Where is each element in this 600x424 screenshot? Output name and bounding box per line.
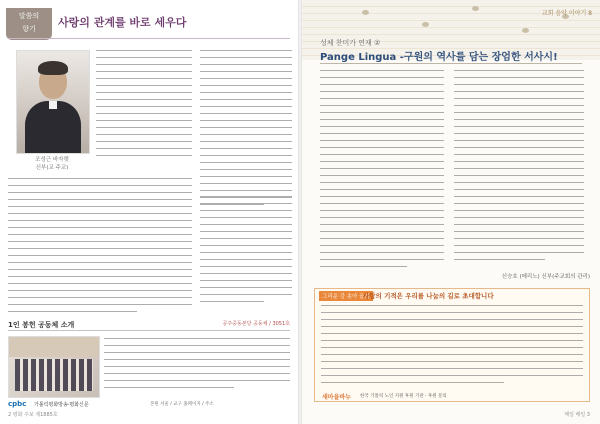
- footer-info: 본원 서울 / 교구 홈페이지 / 주소: [150, 402, 214, 407]
- donation-box-label: 그리운 강 솟아 올라: [319, 291, 373, 301]
- left-page-number: 2 평화 주보 제1885호: [8, 412, 58, 418]
- right-page: [302, 0, 600, 424]
- left-page: [0, 0, 298, 424]
- article-title: Pange Lingua -구원의 역사를 담는 장엄한 서사시!: [320, 52, 558, 63]
- article-signature: 신승호 (메리노) 신부(주교회의 관리): [501, 274, 590, 280]
- community-photo: [8, 336, 100, 398]
- community-intro-text: [104, 338, 290, 394]
- article-body-col1-bottom: [8, 178, 192, 318]
- article-body-col2-top: [200, 50, 292, 211]
- community-intro-title: 1인 봉헌 공동체 소개: [8, 321, 75, 329]
- section-tag: 말씀의 향기: [6, 8, 52, 40]
- article-subtitle: 성체 찬미가 연재 ②: [320, 39, 381, 47]
- donation-box-title: 사랑의 기적은 우리를 나눔의 길로 초대합니다: [363, 292, 494, 300]
- donation-org-logo: 새마을바누: [322, 394, 351, 401]
- article-body-col2-bottom: [200, 196, 292, 308]
- author-caption: 조성근 바자렛 신부(교 주교): [35, 157, 69, 171]
- right-page-number: 매일 매일 3: [564, 412, 590, 418]
- cpbc-logo: cpbc: [8, 400, 27, 408]
- right-article-col1: [320, 70, 444, 273]
- title-divider-right: [320, 63, 582, 64]
- community-intro-source: 공주중동본당 공동체 / 3051호: [222, 321, 290, 327]
- page-title: 사랑의 관계를 바로 세우다: [58, 16, 187, 29]
- donation-box-text: [321, 305, 583, 389]
- series-header: 교회 음악 이야기 8: [541, 10, 592, 17]
- cpbc-logo-text: 가톨릭평화방송·평화신문: [34, 402, 89, 408]
- right-article-col2: [454, 70, 584, 266]
- article-body-col1-top: [96, 50, 192, 162]
- title-divider: [8, 38, 290, 39]
- intro-divider: [8, 330, 290, 331]
- donation-org-info: 한국 기톨릭 노인 지원 후원 기관 · 후원 문의: [360, 394, 447, 399]
- author-photo: [16, 50, 90, 154]
- donation-box: [314, 288, 590, 402]
